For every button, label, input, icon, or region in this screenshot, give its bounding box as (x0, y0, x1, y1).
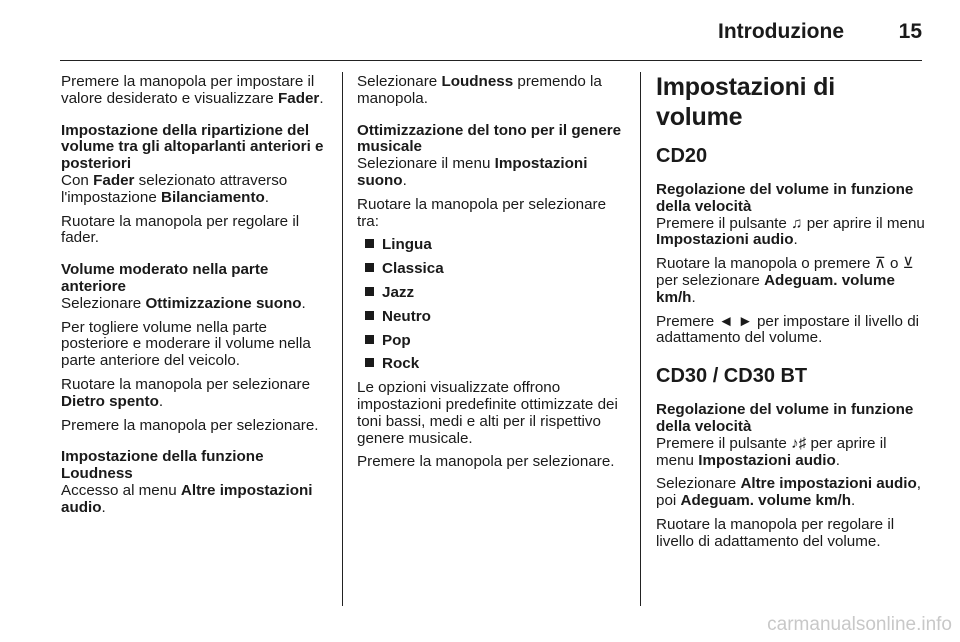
text: Premere il pulsante (656, 434, 792, 452)
list-item (357, 356, 627, 373)
term: Fader (277, 89, 320, 107)
text: . (301, 294, 306, 312)
term: Altre impostazioni audio (61, 481, 313, 516)
paragraph (656, 476, 928, 510)
term: Dietro spento (61, 392, 159, 410)
list-item-label: Lingua (382, 236, 432, 254)
arrow-down-button-icon: ⊻ (902, 255, 914, 273)
text: premendo la manopola. (357, 73, 602, 107)
text: Ruotare la manopola per selezionare (61, 375, 311, 393)
text: Ruotare la manopola o premere (656, 255, 875, 273)
paragraph: Ruotare la manopola per regolare il fader. (61, 212, 300, 247)
term: Ottimizzazione suono (145, 294, 302, 312)
bullet-icon (365, 335, 374, 344)
bullet-icon (365, 239, 374, 248)
text: selezionato attraverso l'impostazione (61, 171, 288, 206)
bullet-icon (365, 263, 374, 272)
paragraph (61, 377, 329, 411)
column-left (61, 74, 329, 524)
text: Selezionare (656, 475, 741, 493)
term: Impostazioni suono (357, 155, 588, 189)
chapter-title: Impostazioni di volume (656, 73, 835, 131)
list-item (357, 261, 627, 278)
music-button-icon: ♫ (791, 214, 803, 232)
text: . (264, 188, 270, 206)
text: , poi (656, 475, 922, 510)
arrow-up-button-icon: ⊼ (874, 255, 886, 273)
section-heading: Volume moderato nella parte anteriore (61, 261, 269, 295)
column-divider (342, 72, 343, 606)
column-divider (640, 72, 641, 606)
list-item (357, 285, 627, 302)
term: Impostazioni audio (698, 451, 836, 469)
paragraph (61, 74, 329, 108)
list-item-label: Neutro (382, 307, 431, 325)
bullet-icon (365, 287, 374, 296)
term: Loudness (441, 73, 514, 90)
paragraph (357, 74, 627, 108)
section-heading: Impostazione della funzione Loudness (61, 448, 264, 483)
term: Bilanciamento (160, 188, 265, 206)
text: . (850, 492, 856, 510)
list-item-label: Rock (382, 355, 420, 373)
subsection-title: CD20 (656, 145, 708, 167)
paragraph (656, 216, 928, 250)
paragraph: Le opzioni visualizzate offrono impostazioni predefinite ottimizzate dei toni bassi, medi e alti per il rispettivo genere musicale. (357, 379, 618, 447)
text: Selezionare il menu (357, 155, 495, 173)
term: Adeguam. volume km/h (680, 492, 851, 510)
section-heading: Regolazione del volume in funzione della velocità (656, 181, 914, 215)
watermark: carmanualsonline.info (767, 614, 952, 635)
term: Fader (93, 171, 135, 189)
text: o (885, 255, 903, 273)
paragraph (656, 436, 928, 470)
paragraph: Premere la manopola per selezionare. (357, 453, 615, 471)
text: Premere la manopola per impostare il valore desiderato e visualizzare (61, 73, 315, 107)
paragraph (61, 296, 329, 313)
bullet-icon (365, 311, 374, 320)
text: . (835, 451, 840, 469)
text: per aprire il menu (656, 434, 887, 469)
subsection-title: CD30 / CD30 BT (656, 365, 808, 388)
text: . (793, 231, 798, 249)
paragraph: Per togliere volume nella parte posteriore e moderare il volume nella parte anteriore del veicolo. (61, 318, 311, 370)
text: . (402, 171, 407, 189)
text: Accesso al menu (61, 481, 181, 499)
list-item-label: Pop (382, 331, 411, 349)
term: Altre impostazioni audio (740, 475, 917, 493)
list-item (357, 309, 627, 326)
column-right (656, 74, 928, 558)
text: Premere il pulsante (656, 214, 792, 232)
section-heading: Impostazione della ripartizione del volume tra gli altoparlanti anteriori e posteriori (61, 121, 324, 173)
paragraph: Ruotare la manopola per selezionare tra: (357, 195, 607, 230)
text: . (101, 498, 106, 516)
text: Con (61, 171, 94, 189)
text: Selezionare (357, 73, 442, 90)
section-heading: Regolazione del volume in funzione della velocità (656, 401, 914, 435)
section-heading: Ottimizzazione del tono per il genere musicale (357, 121, 622, 156)
genre-list (357, 237, 627, 373)
list-item-label: Classica (382, 260, 444, 278)
paragraph (357, 156, 627, 190)
list-item (357, 237, 627, 254)
paragraph (61, 173, 329, 207)
text: per aprire il menu (802, 214, 925, 232)
paragraph: Ruotare la manopola per regolare il livello di adattamento del volume. (656, 515, 895, 550)
section-title: Introduzione (718, 20, 844, 43)
paragraph (656, 256, 928, 306)
column-middle (357, 74, 627, 478)
text: . (158, 392, 164, 410)
paragraph: Premere la manopola per selezionare. (61, 416, 319, 434)
list-item (357, 333, 627, 350)
text: . (691, 288, 696, 306)
page-header (60, 18, 922, 61)
list-item-label: Jazz (382, 283, 415, 301)
paragraph: Premere ◄ ► per impostare il livello di adattamento del volume. (656, 312, 920, 347)
paragraph (61, 483, 329, 517)
tone-button-icon: ♪♯ (791, 434, 807, 452)
term: Adeguam. volume km/h (656, 271, 895, 306)
bullet-icon (365, 358, 374, 367)
text: . (319, 89, 324, 107)
page-number: 15 (898, 20, 922, 43)
term: Impostazioni audio (656, 231, 794, 249)
text: Selezionare (61, 294, 146, 312)
text: per selezionare (656, 271, 765, 289)
